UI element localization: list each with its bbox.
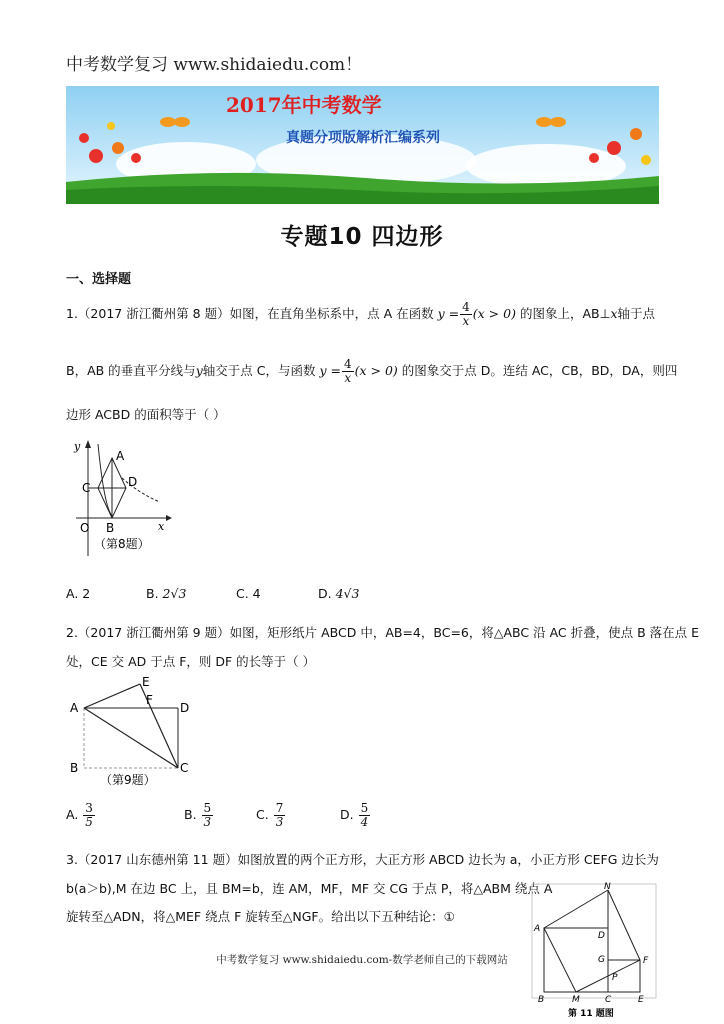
q1-caption: （第8题） bbox=[94, 537, 150, 551]
q2-figure bbox=[66, 674, 206, 792]
q3-label-a: A bbox=[534, 924, 541, 934]
section-heading: 一、选择题 bbox=[66, 272, 132, 287]
q1-option-c: C. 4 bbox=[236, 586, 261, 601]
q2-line1: 2.（2017 浙江衢州第 9 题）如图，矩形纸片 ABCD 中，AB=4，BC=6，将△ABC 沿 AC 折叠，使点 B 落在点 E bbox=[66, 625, 700, 640]
q2-option-d: D. $\frac{5}{4}$ bbox=[340, 801, 369, 829]
q2-option-b: B. $\frac{5}{3}$ bbox=[184, 801, 212, 829]
q3-label-n: N bbox=[604, 882, 611, 892]
q1-label-a: A bbox=[116, 449, 125, 463]
q2-caption: （第9题） bbox=[100, 773, 156, 787]
q3-label-d: D bbox=[598, 931, 605, 941]
q3-line3: 旋转至△ADN，将△MEF 绕点 F 旋转至△NGF。给出以下五种结论：① bbox=[66, 909, 455, 924]
q1-option-a: A. 2 bbox=[66, 586, 91, 601]
q2-label-e: E bbox=[142, 675, 150, 689]
q1-label-d: D bbox=[128, 475, 138, 489]
q2-label-a: A bbox=[70, 701, 79, 715]
banner-subtitle: 真题分项版解析汇编系列 bbox=[286, 130, 440, 146]
q3-caption: 第 11 题图 bbox=[568, 1009, 614, 1019]
q2-option-a: A. $\frac{3}{5}$ bbox=[66, 801, 93, 829]
banner-illustration bbox=[66, 86, 659, 204]
q3-line1: 3.（2017 山东德州第 11 题）如图放置的两个正方形，大正方形 ABCD 边长为 a，小正方形 CEFG 边长为 bbox=[66, 852, 659, 867]
q3-label-p: P bbox=[612, 973, 618, 983]
q3-label-e: E bbox=[638, 995, 644, 1005]
q3-label-c: C bbox=[605, 995, 612, 1005]
q2-label-f: F bbox=[146, 693, 153, 707]
q1-func-fraction-2: $\frac{4}{x}$ bbox=[343, 357, 352, 385]
site-header: 中考数学复习 www.shidaiedu.com！ bbox=[66, 55, 363, 75]
q3-label-g: G bbox=[598, 955, 605, 965]
q1-figure bbox=[70, 436, 180, 560]
q3-line2: b(a＞b),M 在边 BC 上，且 BM=b，连 AM，MF，MF 交 CG 于点 P，将△ABM 绕点 A bbox=[66, 881, 553, 896]
q1-line2: B，AB 的垂直平分线与y轴交于点 C，与函数 y = $\frac{4}{x}$ (x > 0) 的图象交于点 D。连结 AC，CB，BD，DA，则四 bbox=[66, 357, 678, 385]
header-banner bbox=[66, 86, 659, 204]
q2-label-c: C bbox=[180, 761, 189, 775]
page-footer: 中考数学复习 www.shidaiedu.com-数学老师自己的下载网站 bbox=[216, 954, 508, 966]
q2-line2: 处，CE 交 AD 于点 F，则 DF 的长等于（ ） bbox=[66, 654, 316, 669]
q1-line1: 1.（2017 浙江衢州第 8 题）如图，在直角坐标系中，点 A 在函数 y = $\frac{4}{x}$ (x > 0) 的图象上，AB⊥x轴于点 bbox=[66, 300, 656, 328]
q3-label-m: M bbox=[572, 995, 580, 1005]
q3-label-f: F bbox=[643, 956, 649, 966]
q1-label-y: y bbox=[74, 440, 81, 453]
q1-option-b: B. 2√3 bbox=[146, 586, 187, 601]
q1-label-x: x bbox=[158, 520, 165, 533]
q1-label-b: B bbox=[106, 521, 115, 535]
q2-label-b: B bbox=[70, 761, 79, 775]
document-title: 专题10 四边形 bbox=[280, 224, 444, 250]
q1-func-fraction: $\frac{4}{x}$ bbox=[462, 300, 470, 328]
q1-label-o: O bbox=[80, 521, 90, 535]
q1-option-d: D. 4√3 bbox=[318, 586, 360, 601]
q1-line3: 边形 ACBD 的面积等于（ ） bbox=[66, 407, 226, 422]
q2-label-d: D bbox=[180, 701, 190, 715]
q3-label-b: B bbox=[538, 995, 545, 1005]
q3-figure bbox=[530, 880, 660, 1020]
q2-option-c: C. $\frac{7}{3}$ bbox=[256, 801, 284, 829]
banner-title: 2017年中考数学 bbox=[226, 93, 382, 117]
q1-label-c: C bbox=[82, 481, 91, 495]
